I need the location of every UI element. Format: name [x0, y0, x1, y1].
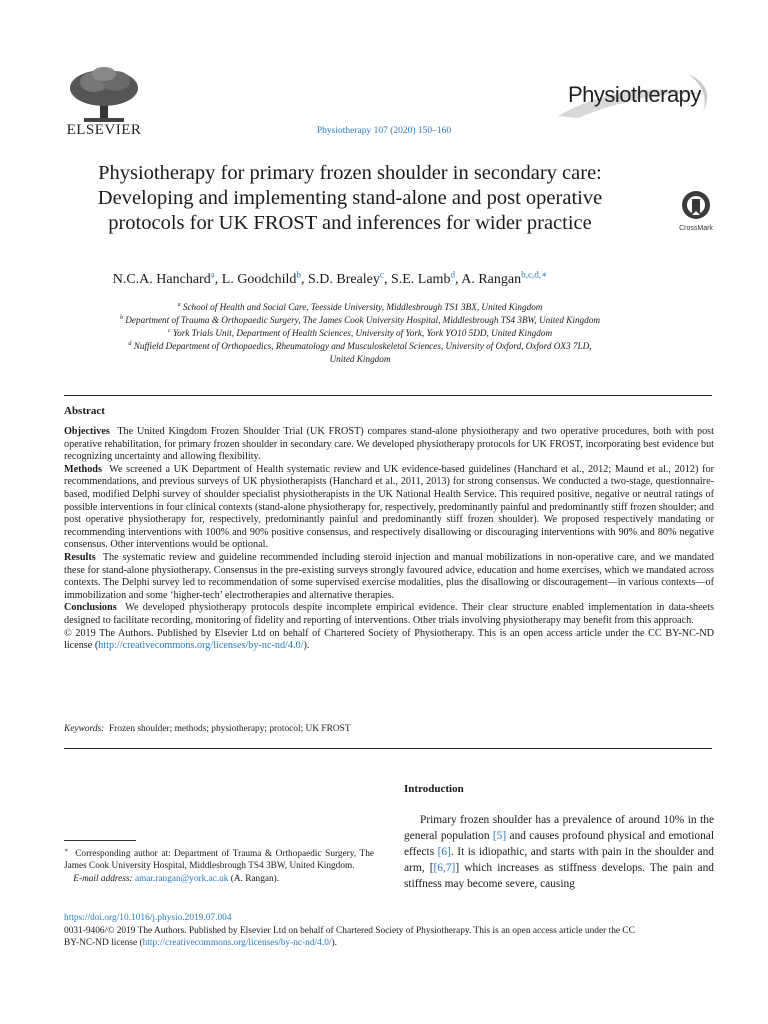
license-link[interactable]: http://creativecommons.org/licenses/by-nc-nd/4.0/	[142, 938, 332, 949]
abstract-section-label: Methods	[64, 463, 102, 475]
abstract-section-label: Results	[64, 551, 96, 563]
affiliation-line	[60, 301, 660, 314]
affiliation-key: a	[177, 301, 181, 308]
author-name[interactable]: N.C.A. Hanchard	[112, 272, 211, 287]
affiliation-marker[interactable]: a	[210, 269, 215, 280]
abstract-section-label: Conclusions	[64, 602, 117, 614]
affiliation-marker[interactable]: b	[296, 269, 301, 280]
publisher-name: ELSEVIER	[66, 122, 142, 138]
affiliation-text: School of Health and Social Care, Teesside University, Middlesbrough TS1 3BX, United Kingdom	[182, 302, 543, 312]
keywords	[64, 724, 714, 734]
footnote-text: Corresponding author at: Department of Trauma & Orthopaedic Surgery, The James Cook University Hospital, Middlesbrough TS4 3BW, United Kingdom.	[64, 849, 374, 872]
affiliation-line	[60, 327, 660, 340]
article-title	[50, 161, 650, 236]
copyright-text: © 2019 The Authors. Published by Elsevier Ltd on behalf of Chartered Society of Physiotherapy. This is an open access article under the CC BY-NC-ND license (	[64, 627, 714, 652]
keywords-text: Frozen shoulder; methods; physiotherapy; protocol; UK FROST	[108, 724, 351, 734]
affiliation-line	[60, 353, 660, 366]
affiliation-text: Nuffield Department of Orthopaedics, Rheumatology and Musculoskeletal Sciences, University of Oxford, Oxford OX3 7LD,	[133, 341, 592, 351]
citation-link[interactable]: [6]	[437, 846, 451, 858]
affiliation-line	[60, 314, 660, 327]
affiliations	[60, 301, 660, 366]
title-line: Physiotherapy for primary frozen shoulder in secondary care:	[98, 162, 602, 184]
abstract-section-text: We developed physiotherapy protocols despite incomplete empirical evidence. Their clear structure enabled implementation in data-sheets designed to facilitate recording, monitoring of fidelity and reporting of interventions. Other trials involving physiotherapy may benefit from this approach.	[64, 602, 714, 626]
abstract-section	[64, 426, 714, 464]
affiliation-marker[interactable]: b,c,d,∗	[521, 269, 548, 280]
issn-line: 0031-9406/© 2019 The Authors. Published by Elsevier Ltd on behalf of Chartered Society of Physiotherapy. This is an open access article under the CC	[64, 925, 635, 936]
abstract-section	[64, 464, 714, 552]
email-label: E-mail address:	[73, 873, 133, 884]
crossmark-button[interactable]	[672, 190, 720, 232]
abstract-body	[64, 426, 714, 653]
copyright-suffix: ).	[303, 640, 310, 652]
page-footer	[64, 912, 714, 950]
abstract-section-text: We screened a UK Department of Health systematic review and UK evidence-based guidelines (Hanchard et al., 2012; Maund et al., 2012) for recommendations, and previous surveys of UK physiotherapists (Hanchard et al., 2011, 2013) for strong consensus. We conducted a two-stage, questionnaire-based, modified Delphi survey of shoulder specialist physiotherapists in the UK National Health Service. This required positive, negative or neutral ratings of possible interventions in four clinical contexts (stand-alone physiotherapy for, respectively, predominantly painful and predominantly stiff frozen shoulder; and post operative physiotherapy for, respectively, predominantly painful and predominantly stiff frozen shoulder). We proposed respectively mandating or recommending interventions with 100% and 90% positive consensus, and respectively disallowing or discouraging interventions with 90% and 80% negative consensus. Other interventions would be optional.	[64, 463, 714, 551]
title-line: protocols for UK FROST and inferences for wider practice	[108, 212, 592, 234]
divider	[64, 395, 712, 396]
affiliation-line	[60, 340, 660, 353]
journal-brand[interactable]	[538, 66, 718, 126]
author-list: N.C.A. Hanchard$^a$, L. Goodchild$^b$, S.D. Brealey$^c$, S.E. Lamb$^d$, A. Rangan$^{b,c,d,∗}$	[112, 269, 548, 287]
abstract-heading: Abstract	[64, 405, 105, 417]
author-name[interactable]: S.E. Lamb	[390, 272, 451, 287]
crossmark-icon	[681, 190, 711, 220]
affiliation-key: d	[128, 340, 132, 347]
divider	[64, 748, 712, 749]
affiliation-key: c	[167, 327, 171, 334]
abstract-section	[64, 602, 714, 627]
citation-link[interactable]: [5]	[492, 830, 507, 842]
abstract-section	[64, 552, 714, 602]
introduction-heading: Introduction	[404, 783, 464, 795]
license-link[interactable]: http://creativecommons.org/licenses/by-nc-nd/4.0/	[98, 640, 304, 652]
affiliation-marker[interactable]: c	[379, 269, 384, 280]
introduction-text	[404, 812, 714, 892]
intro-text: Primary frozen shoulder has a prevalence of around 10% in the general population	[404, 814, 714, 842]
author-name[interactable]: L. Goodchild	[221, 272, 297, 287]
corresponding-author-footnote	[64, 848, 374, 885]
license-prefix: BY-NC-ND license (	[64, 938, 143, 949]
abstract-section-text: The systematic review and guideline recommended including steroid injection and manual mobilizations in non-operative care, and we mandated these for stand-alone physiotherapy. Consensus in the pre-existing surveys strongly favoured advice, education and home exercises, which we mandated across contexts. The Delphi survey led to recommendation of some supervised exercise modalities, plus the disallowing or discouragement—in various contexts—of immobilization and some ‘higher-tech’ electrotherapies and alternative therapies.	[64, 551, 714, 601]
affiliation-text: York Trials Unit, Department of Health Sciences, University of York, York YO10 5DD, United Kingdom	[172, 328, 553, 338]
email-suffix: (A. Rangan).	[230, 873, 280, 884]
citation-link[interactable]: [6,7]	[433, 862, 456, 874]
crossmark-label: CrossMark	[679, 225, 713, 232]
title-line: Developing and implementing stand-alone and post operative	[97, 187, 603, 209]
abstract-section-text: The United Kingdom Frozen Shoulder Trial (UK FROST) compares stand-alone physiotherapy and two operative procedures, both with post operative rehabilitation, for primary frozen shoulder in secondary care. We developed physiotherapy protocols for UK FROST, incorporating best evidence but recognizing uncertainty and allowing flexibility.	[64, 426, 714, 463]
keywords-label: Keywords:	[64, 724, 105, 734]
intro-text: and causes profound physical and emotional effects	[404, 830, 714, 858]
affiliation-text: Department of Trauma & Orthopaedic Surgery, The James Cook University Hospital, Middlesbrough TS4 3BW, United Kingdom	[125, 315, 600, 325]
intro-text: . It is idiopathic, and starts with pain in the shoulder and arm, [	[404, 846, 714, 874]
footnote-marker: ∗	[64, 847, 69, 854]
copyright-statement	[64, 628, 714, 653]
journal-brand-title: Physiotherapy	[568, 82, 701, 107]
abstract-section-label: Objectives	[64, 426, 110, 437]
affiliation-marker[interactable]: d	[450, 269, 455, 280]
author-name[interactable]: S.D. Brealey	[307, 272, 380, 287]
footnote-rule	[64, 840, 136, 841]
email-link[interactable]: amar.rangan@york.ac.uk	[134, 873, 229, 884]
license-suffix: ).	[331, 938, 337, 949]
journal-citation[interactable]: Physiotherapy 107 (2020) 150–160	[316, 126, 452, 136]
author-name[interactable]: A. Rangan	[461, 272, 522, 287]
intro-text: ] which increases as stiffness develops. The pain and stiffness may become severe, causing	[404, 862, 714, 890]
doi-link[interactable]: https://doi.org/10.1016/j.physio.2019.07.004	[64, 913, 232, 923]
affiliation-key: b	[120, 314, 123, 321]
affiliation-text: United Kingdom	[329, 354, 391, 364]
